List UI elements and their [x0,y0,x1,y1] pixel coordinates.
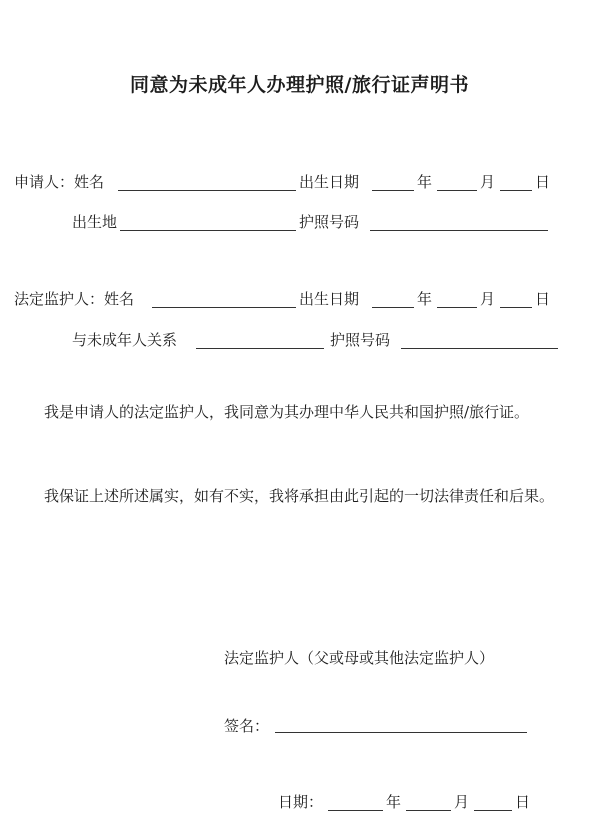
applicant-birth-date-label: 出生日期 [299,173,360,191]
guardian-name-field[interactable] [152,307,296,308]
guardian-relation-label: 与未成年人关系 [72,331,178,349]
sign-year-field[interactable] [328,810,383,811]
guardian-passport-field[interactable] [401,348,558,349]
guardian-year-label: 年 [417,290,433,308]
guardian-name-label: 法定监护人：姓名 [14,290,135,308]
guardian-month-label: 月 [480,290,496,308]
guardian-note: 法定监护人（父或母或其他法定监护人） [224,649,495,667]
sign-month-field[interactable] [406,810,451,811]
applicant-birthplace-field[interactable] [120,230,296,231]
consent-paragraph: 我是申请人的法定监护人，我同意为其办理中华人民共和国护照/旅行证。 [44,403,530,421]
applicant-name-field[interactable] [118,190,296,191]
guardian-day-label: 日 [535,290,551,308]
guardian-relation-field[interactable] [196,348,324,349]
guardian-passport-label: 护照号码 [330,331,391,349]
sign-month-label: 月 [454,793,470,811]
guardian-birth-year-field[interactable] [372,307,414,308]
sign-year-label: 年 [386,793,402,811]
guarantee-paragraph: 我保证上述所述属实，如有不实，我将承担由此引起的一切法律责任和后果。 [44,487,555,505]
signature-label: 签名： [224,717,270,735]
applicant-day-label: 日 [535,173,551,191]
applicant-name-label: 申请人：姓名 [14,173,105,191]
applicant-birth-year-field[interactable] [372,190,414,191]
applicant-birth-day-field[interactable] [500,190,532,191]
guardian-birth-day-field[interactable] [500,307,532,308]
document-title: 同意为未成年人办理护照/旅行证声明书 [130,74,469,96]
date-label: 日期： [278,793,324,811]
sign-day-field[interactable] [474,810,512,811]
applicant-passport-label: 护照号码 [299,213,360,231]
signature-field[interactable] [275,732,527,733]
applicant-month-label: 月 [480,173,496,191]
sign-day-label: 日 [515,793,531,811]
applicant-birth-month-field[interactable] [437,190,477,191]
applicant-passport-field[interactable] [370,230,548,231]
applicant-year-label: 年 [417,173,433,191]
guardian-birth-month-field[interactable] [437,307,477,308]
guardian-birth-date-label: 出生日期 [299,290,360,308]
applicant-birthplace-label: 出生地 [72,213,118,231]
